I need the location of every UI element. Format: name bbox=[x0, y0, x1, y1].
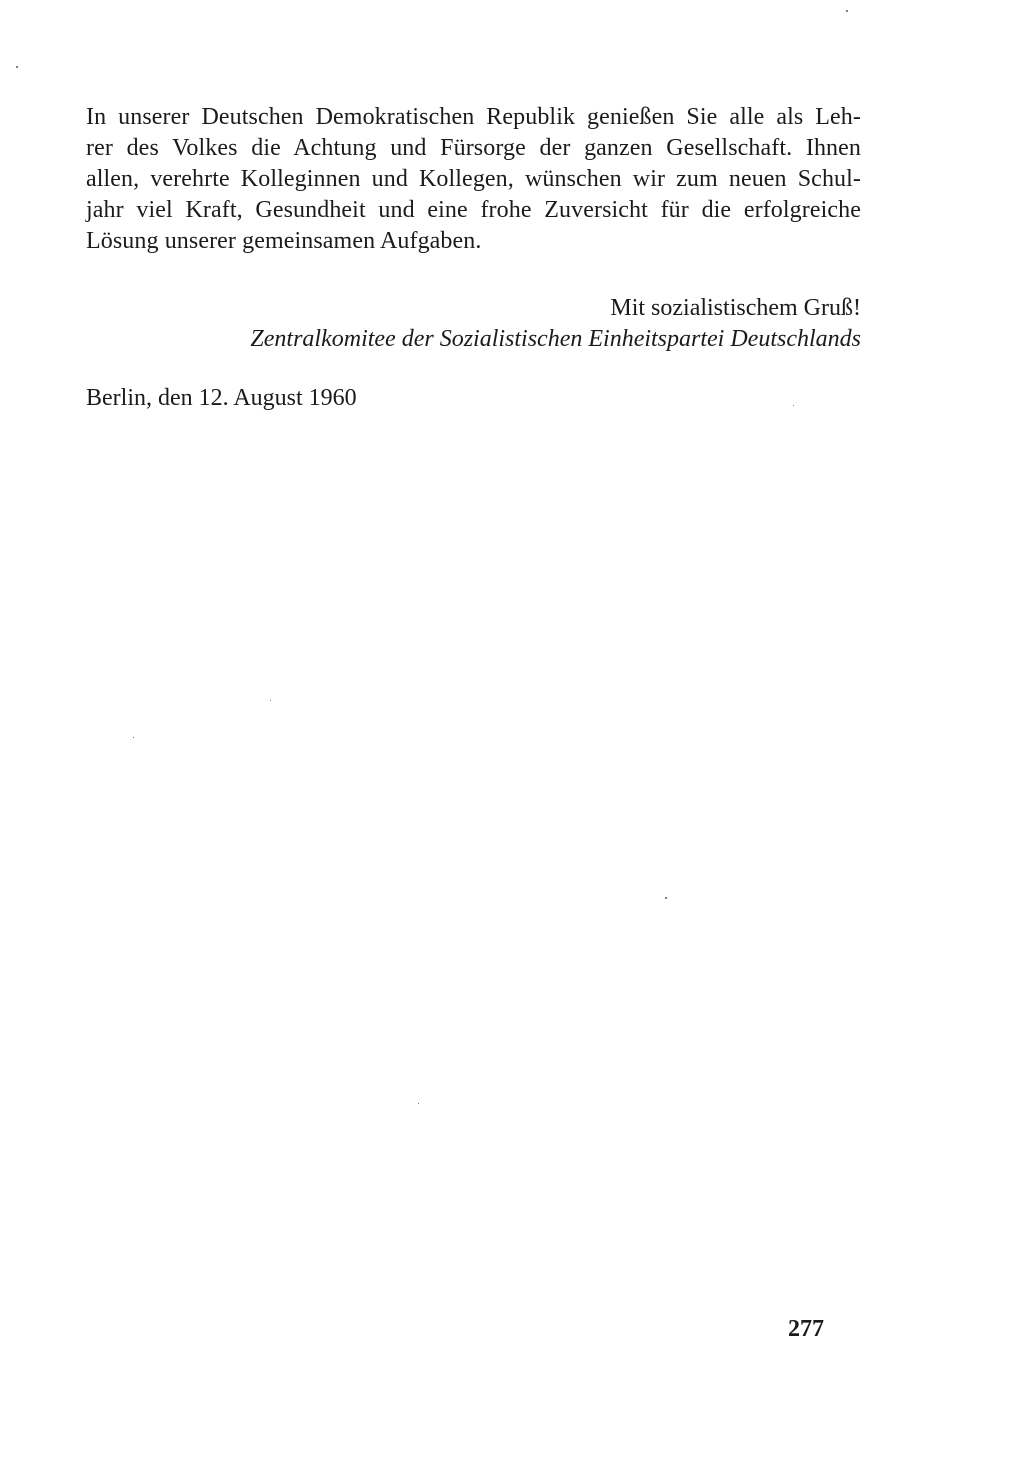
paragraph-line: allen, verehrte Kolleginnen und Kollegen, wünschen wir zum neuen Schul- bbox=[86, 166, 861, 192]
date-line: Berlin, den 12. August 1960 bbox=[86, 385, 357, 411]
scan-speck bbox=[846, 10, 848, 12]
signature-line: Zentralkomitee der Sozialistischen Einheitspartei Deutschlands bbox=[250, 326, 861, 352]
scan-speck bbox=[665, 897, 667, 899]
paragraph-line: In unserer Deutschen Demokratischen Republik genießen Sie alle als Leh- bbox=[86, 104, 861, 130]
scan-speck bbox=[270, 700, 271, 701]
scan-speck bbox=[16, 66, 18, 68]
paragraph-line: rer des Volkes die Achtung und Fürsorge der ganzen Gesellschaft. Ihnen bbox=[86, 135, 861, 161]
scan-speck bbox=[418, 1103, 419, 1104]
paragraph-line: jahr viel Kraft, Gesundheit und eine frohe Zuversicht für die erfolgreiche bbox=[86, 197, 861, 223]
paragraph-line: Lösung unserer gemeinsamen Aufgaben. bbox=[86, 228, 482, 254]
scan-speck bbox=[133, 737, 134, 738]
page-number: 277 bbox=[788, 1316, 824, 1342]
scan-speck bbox=[793, 405, 794, 406]
body-paragraph bbox=[86, 102, 861, 257]
closing-salutation: Mit sozialistischem Gruß! bbox=[610, 295, 861, 321]
